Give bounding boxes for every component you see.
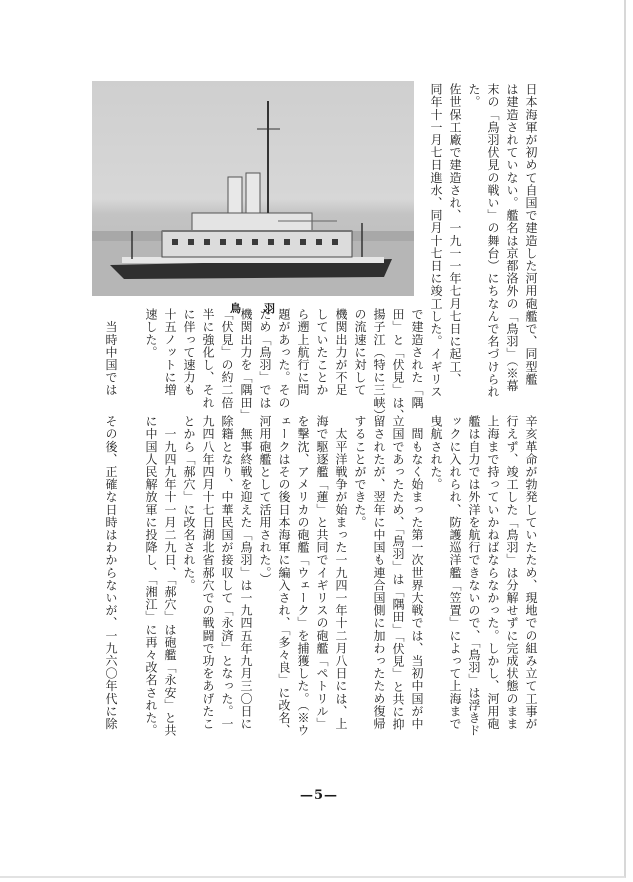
text-line: 同年十一月七日進水、同月十七日に竣工した。イギリス	[429, 83, 443, 398]
text-line: 九四八年四月十七日湖北省郝穴での戦闘で功をあげたこ	[201, 415, 215, 730]
text-line: 末の「鳥羽伏見の戦い」の舞台）にちなんで名づけられ	[486, 83, 500, 398]
text-line: 一九四九年十一月二九日、「郝穴」は砲艦「永安」と共	[163, 415, 177, 737]
text-line: 間もなく始まった第一次世界大戦では、当初中国が中	[410, 415, 424, 730]
text-line: 機関出力を「隅田」	[239, 308, 253, 422]
text-line: た。	[467, 83, 481, 109]
text-line: 半に強化し、それ	[201, 308, 215, 409]
text-line: 当時中国では	[104, 308, 118, 397]
text-line: 辛亥革命が勃発していたため、現地での組み立て工事が	[524, 415, 538, 730]
text-line: に伴って速力も	[182, 308, 196, 397]
ship-photo	[92, 81, 414, 296]
page-number: —5—	[300, 788, 339, 803]
text-line: に中国人民解放軍に投降し、「湘江」に再々改名された。	[144, 415, 158, 737]
text-line: ら遡上航行に問	[296, 308, 310, 397]
text-line: ックに入れられ、防護巡洋艦「笠置」によって上海まで	[448, 415, 462, 730]
text-line: の流速に対して	[353, 308, 367, 397]
text-line: 河用砲艦として活用された。）	[258, 415, 272, 586]
text-line: 機関出力が不足	[334, 308, 348, 397]
text-line: を撃沈、アメリカの砲艦「ウェーク」を捕獲した。（※ウ	[296, 415, 310, 737]
text-line: していたことか	[315, 308, 329, 397]
text-line: ため「鳥羽」では	[258, 308, 272, 409]
ship-illustration	[92, 81, 414, 296]
text-line: 艦は自力では外洋を航行できないので、「鳥羽」は浮きド	[467, 415, 481, 737]
text-line: することができた。	[353, 415, 367, 529]
text-line: 無事終戦を迎えた「鳥羽」は一九四五年九月三〇日に	[239, 415, 253, 730]
text-line: 太平洋戦争が始まった一九四一年十二月八日には、上	[334, 415, 348, 730]
text-line: その後、正確な日時はわからないが、一九六〇年代に除	[104, 415, 118, 730]
text-line: 十五ノットに増	[163, 308, 177, 397]
photo-caption: 鳥 羽	[230, 302, 281, 315]
text-line: 立国であったため、「鳥羽」は「隅田」「伏見」と共に抑	[391, 415, 405, 731]
text-line: 速した。	[144, 308, 158, 359]
text-line: 田」と「伏見」は、	[391, 308, 405, 422]
text-line: 日本海軍が初めて自国で建造した河用砲艦で、同型艦	[524, 83, 538, 386]
text-line: ェークはその後日本海軍に編入され、「多々良」に改名、	[277, 415, 291, 737]
text-line: 佐世保工廠で建造され、一九一一年七月七日に起工、	[448, 83, 462, 386]
text-line: で建造された「隅	[410, 308, 424, 409]
text-line: 留されたが、翌年に中国も連合国側に加わったため復帰	[372, 415, 386, 730]
text-line: 海で駆逐艦「蓮」と共同でイギリスの砲艦「ペトリル」	[315, 415, 329, 730]
text-line: 揚子江（特に三峡）	[372, 308, 386, 422]
text-line: 「伏見」の約二倍	[220, 308, 234, 409]
text-line: 曳航された。	[429, 415, 443, 491]
text-line: 上海まで持っていかねばならなかった。しかし、河用砲	[486, 415, 500, 730]
text-line: 除籍となり、中華民国が接収して「永済」となった。一	[220, 415, 234, 730]
text-line: とから「郝穴」に改名された。	[182, 415, 196, 592]
text-line: は建造されていない。艦名は京都洛外の「鳥羽」（※幕	[505, 83, 519, 392]
text-line: 題があった。その	[277, 308, 291, 409]
text-line: 行えず、竣工した「鳥羽」は分解せずに完成状態のまま	[505, 415, 519, 730]
